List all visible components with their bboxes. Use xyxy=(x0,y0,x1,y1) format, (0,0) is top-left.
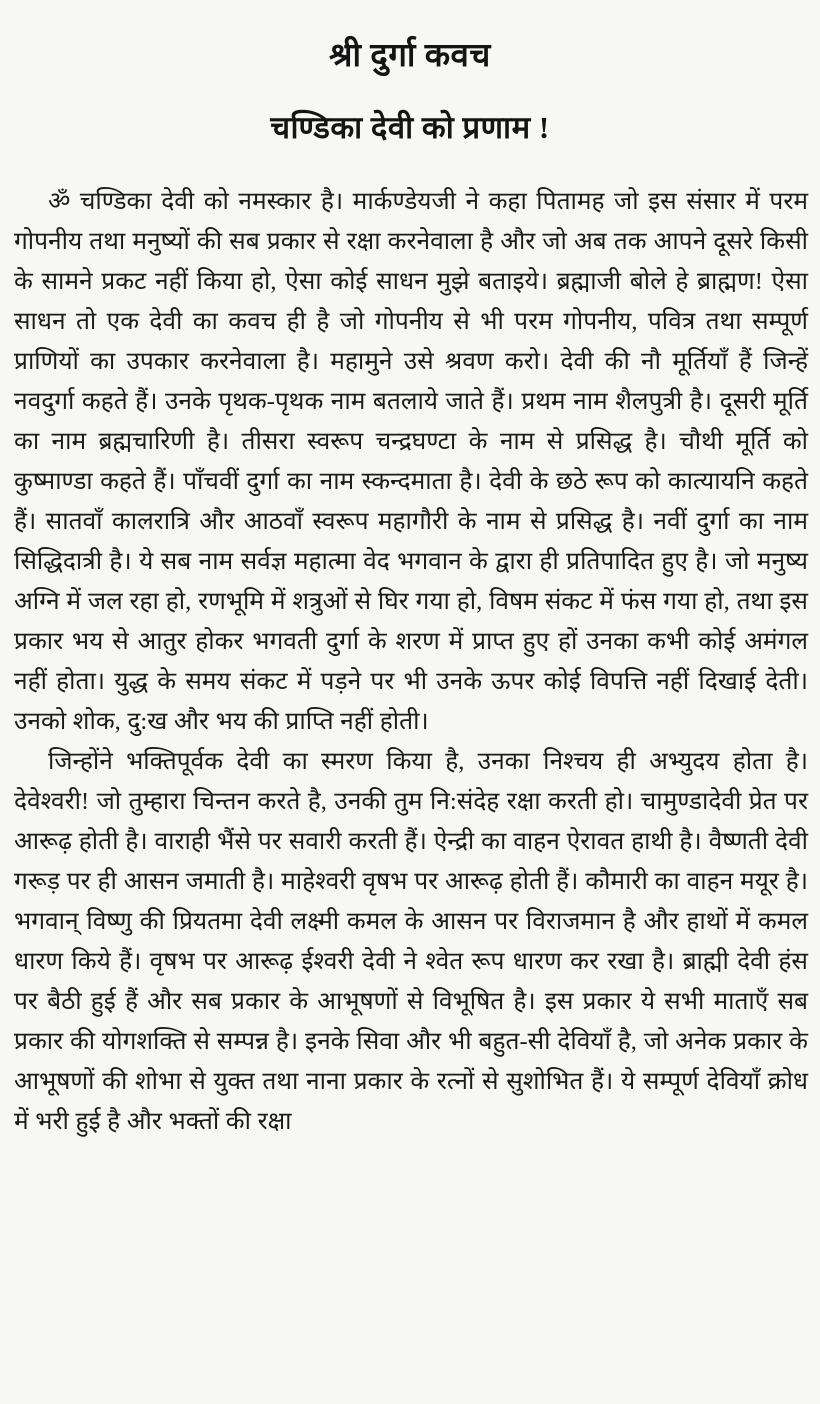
page-subtitle: चण्डिका देवी को प्रणाम ! xyxy=(270,109,550,145)
body-text xyxy=(0,182,820,1142)
page-title: श्री दुर्गा कवच xyxy=(329,38,491,74)
paragraph-2: जिन्होंने भक्तिपूर्वक देवी का स्मरण किया है, उनका निश्चय ही अभ्युदय होता है। देवेश्वरी! जो तुम्हारा चिन्तन करते है, उनकी तुम नि:संदेह रक्षा करती हो। चामुण्डादेवी प्रेत पर आरूढ़ होती है। वाराही भैंसे पर सवारी करती हैं। ऐन्द्री का वाहन ऐरावत हाथी है। वैष्णती देवी गरूड़ पर ही आसन जमाती है। माहेश्वरी वृषभ पर आरूढ़ होती हैं। कौमारी का वाहन मयूर है। भगवान् विष्णु की प्रियतमा देवी लक्ष्मी कमल के आसन पर विराजमान है और हाथों में कमल धारण किये हैं। वृषभ पर आरूढ़ ईश्वरी देवी ने श्वेत रूप धारण कर रखा है। ब्राह्मी देवी हंस पर बैठी हुई हैं और सब प्रकार के आभूषणों से विभूषित है। इस प्रकार ये सभी माताएँ सब प्रकार की योगशक्ति से सम्पन्न है। इनके सिवा और भी बहुत-सी देवियाँ है, जो अनेक प्रकार के आभूषणों की शोभा से युक्त तथा नाना प्रकार के रत्नों से सुशोभित हैं। ये सम्पूर्ण देवियाँ क्रोध में भरी हुई है और भक्तों की रक्षा xyxy=(14,747,808,1135)
title-block xyxy=(0,0,820,146)
paragraph-1: ॐ चण्डिका देवी को नमस्कार है। मार्कण्डेयजी ने कहा पितामह जो इस संसार में परम गोपनीय तथा मनुष्यों की सब प्रकार से रक्षा करनेवाला है और जो अब तक आपने दूसरे किसी के सामने प्रकट नहीं किया हो, ऐसा कोई साधन मुझे बताइये। ब्रह्माजी बोले हे ब्राह्मण! ऐसा साधन तो एक देवी का कवच ही है जो गोपनीय से भी परम गोपनीय, पवित्र तथा सम्पूर्ण प्राणियों का उपकार करनेवाला है। महामुने उसे श्रवण करो। देवी की नौ मूर्तियाँ हैं जिन्हें नवदुर्गा कहते हैं। उनके पृथक-पृथक नाम बतलाये जाते हैं। प्रथम नाम शैलपुत्री है। दूसरी मूर्ति का नाम ब्रह्मचारिणी है। तीसरा स्वरूप चन्द्रघण्टा के नाम से प्रसिद्ध है। चौथी मूर्ति को कुष्माण्डा कहते हैं। पाँचवीं दुर्गा का नाम स्कन्दमाता है। देवी के छठे रूप को कात्यायनि कहते हैं। सातवाँ कालरात्रि और आठवाँ स्वरूप महागौरी के नाम से प्रसिद्ध है। नवीं दुर्गा का नाम सिद्धिदात्री है। ये सब नाम सर्वज्ञ महात्मा वेद भगवान के द्वारा ही प्रतिपादित हुए है। जो मनुष्य अग्नि में जल रहा हो, रणभूमि में शत्रुओं से घिर गया हो, विषम संकट में फंस गया हो, तथा इस प्रकार भय से आतुर होकर भगवती दुर्गा के शरण में प्राप्त हुए हों उनका कभी कोई अमंगल नहीं होता। युद्ध के समय संकट में पड़ने पर भी उनके ऊपर कोई विपत्ति नहीं दिखाई देती। उनको शोक, दु:ख और भय की प्राप्ति नहीं होती। xyxy=(14,187,808,735)
